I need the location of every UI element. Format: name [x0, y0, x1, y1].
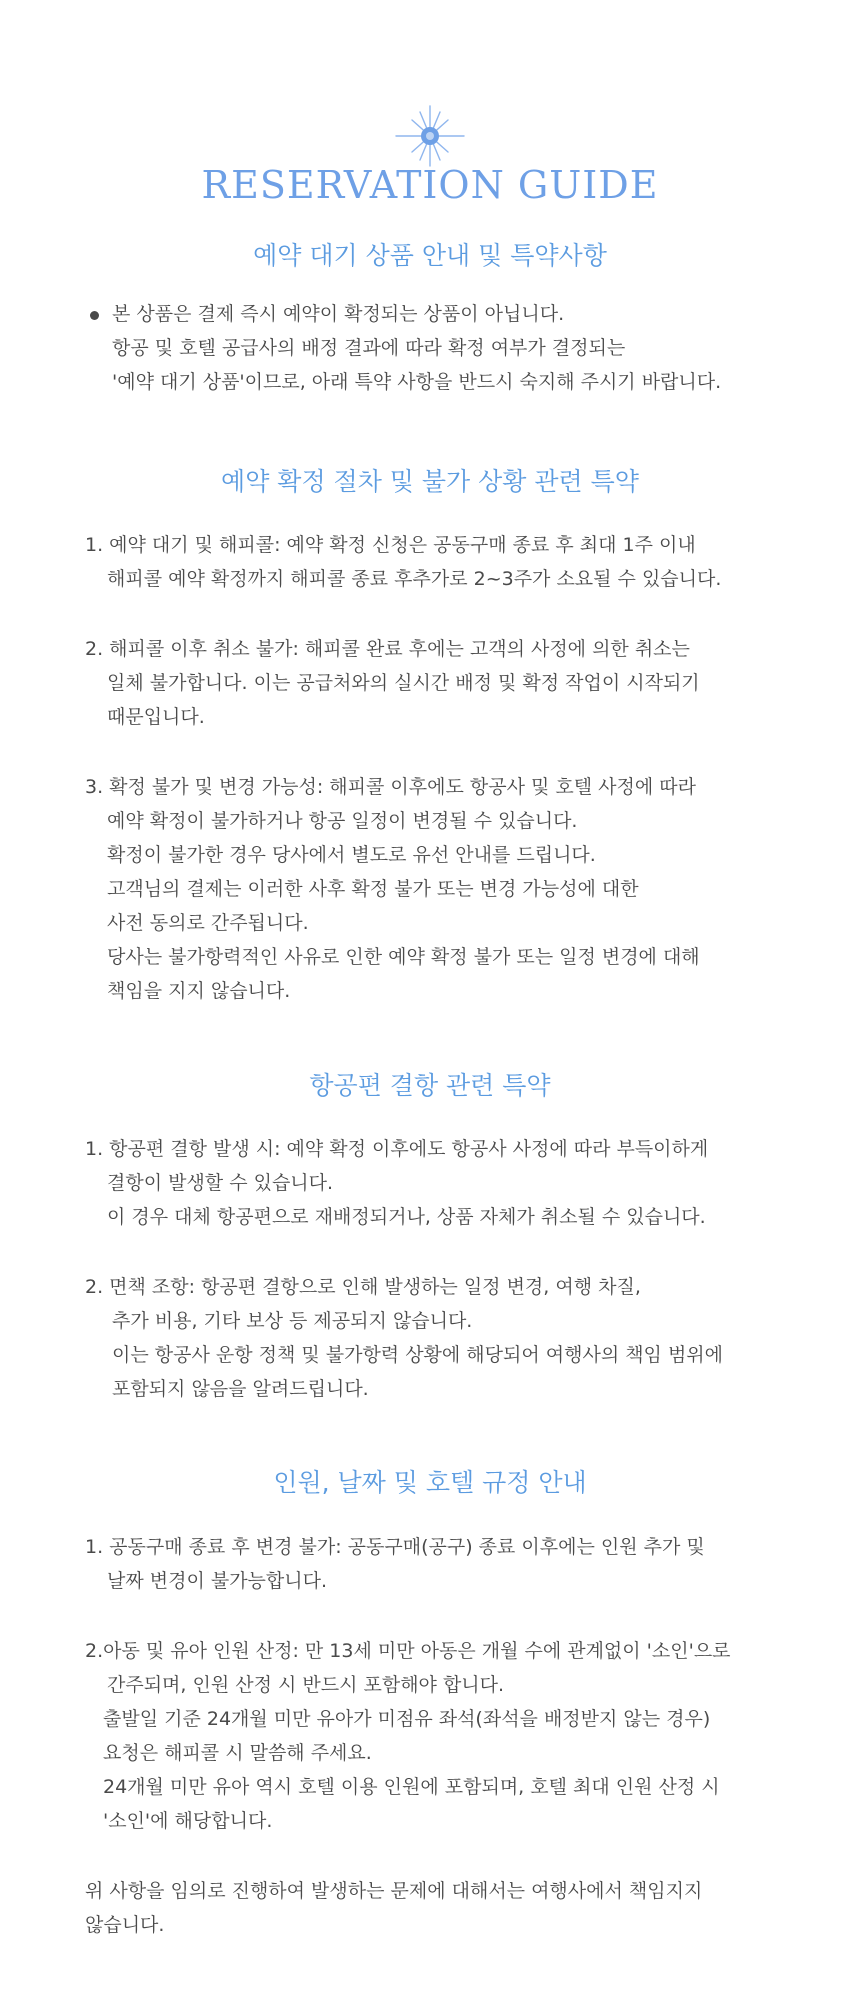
bullet-icon [90, 311, 99, 320]
section-line: 이 경우 대체 항공편으로 재배정되거나, 상품 자체가 취소될 수 있습니다. [107, 1206, 706, 1228]
section-line: 날짜 변경이 불가능합니다. [107, 1570, 328, 1592]
section-line: 때문입니다. [107, 706, 205, 728]
section-title-waitlist: 예약 대기 상품 안내 및 특약사항 [253, 241, 607, 270]
section-line: 2. 해피콜 이후 취소 불가: 해피콜 완료 후에는 고객의 사정에 의한 취소는 [85, 638, 690, 660]
section-line: 본 상품은 결제 즉시 예약이 확정되는 상품이 아닙니다. [112, 303, 565, 325]
section-title-flight-cancellation: 항공편 결항 관련 특약 [309, 1071, 551, 1100]
section-line: 간주되며, 인원 산정 시 반드시 포함해야 합니다. [107, 1674, 505, 1696]
section-line: 일체 불가합니다. 이는 공급처와의 실시간 배정 및 확정 작업이 시작되기 [107, 672, 700, 694]
section-title-confirmation: 예약 확정 절차 및 불가 상황 관련 특약 [221, 467, 639, 496]
section-line: 3. 확정 불가 및 변경 가능성: 해피콜 이후에도 항공사 및 호텔 사정에 따라 [85, 776, 696, 798]
section-line: 포함되지 않음을 알려드립니다. [112, 1378, 369, 1400]
section-title-people-dates-hotel: 인원, 날짜 및 호텔 규정 안내 [273, 1468, 587, 1497]
section-line: 결항이 발생할 수 있습니다. [107, 1172, 334, 1194]
section-line: '예약 대기 상품'이므로, 아래 특약 사항을 반드시 숙지해 주시기 바랍니다. [112, 371, 722, 393]
section-line: 당사는 불가항력적인 사유로 인한 예약 확정 불가 또는 일정 변경에 대해 [107, 946, 700, 968]
section-line: 사전 동의로 간주됩니다. [107, 912, 309, 934]
closing-disclaimer-line: 않습니다. [85, 1914, 165, 1936]
section-line: 해피콜 예약 확정까지 해피콜 종료 후추가로 2~3주가 소요될 수 있습니다. [107, 568, 722, 590]
section-line: 1. 항공편 결항 발생 시: 예약 확정 이후에도 항공사 사정에 따라 부득이하게 [85, 1138, 709, 1160]
section-line: 고객님의 결제는 이러한 사후 확정 불가 또는 변경 가능성에 대한 [107, 878, 639, 900]
section-line: 이는 항공사 운항 정책 및 불가항력 상황에 해당되어 여행사의 책임 범위에 [112, 1344, 724, 1366]
section-line: '소인'에 해당합니다. [103, 1810, 273, 1832]
section-line: 2. 면책 조항: 항공편 결항으로 인해 발생하는 일정 변경, 여행 차질, [85, 1276, 641, 1298]
section-line: 2.아동 및 유아 인원 산정: 만 13세 미만 아동은 개월 수에 관계없이 '소인'으로 [85, 1640, 731, 1662]
section-line: 확정이 불가한 경우 당사에서 별도로 유선 안내를 드립니다. [107, 844, 596, 866]
closing-disclaimer-line: 위 사항을 임의로 진행하여 발생하는 문제에 대해서는 여행사에서 책임지지 [85, 1880, 703, 1902]
section-line: 1. 공동구매 종료 후 변경 불가: 공동구매(공구) 종료 이후에는 인원 추가 및 [85, 1536, 705, 1558]
section-line: 요청은 해피콜 시 말씀해 주세요. [103, 1742, 372, 1764]
section-line: 추가 비용, 기타 보상 등 제공되지 않습니다. [112, 1310, 473, 1332]
section-line: 1. 예약 대기 및 해피콜: 예약 확정 신청은 공동구매 종료 후 최대 1주 이내 [85, 534, 696, 556]
section-line: 책임을 지지 않습니다. [107, 980, 291, 1002]
section-line: 24개월 미만 유아 역시 호텔 이용 인원에 포함되며, 호텔 최대 인원 산정 시 [103, 1776, 720, 1798]
section-line: 예약 확정이 불가하거나 항공 일정이 변경될 수 있습니다. [107, 810, 578, 832]
section-line: 출발일 기준 24개월 미만 유아가 미점유 좌석(좌석을 배정받지 않는 경우) [103, 1708, 711, 1730]
section-line: 항공 및 호텔 공급사의 배정 결과에 따라 확정 여부가 결정되는 [112, 337, 626, 359]
page-title: RESERVATION GUIDE [201, 163, 659, 207]
sparkle-icon [390, 104, 470, 168]
